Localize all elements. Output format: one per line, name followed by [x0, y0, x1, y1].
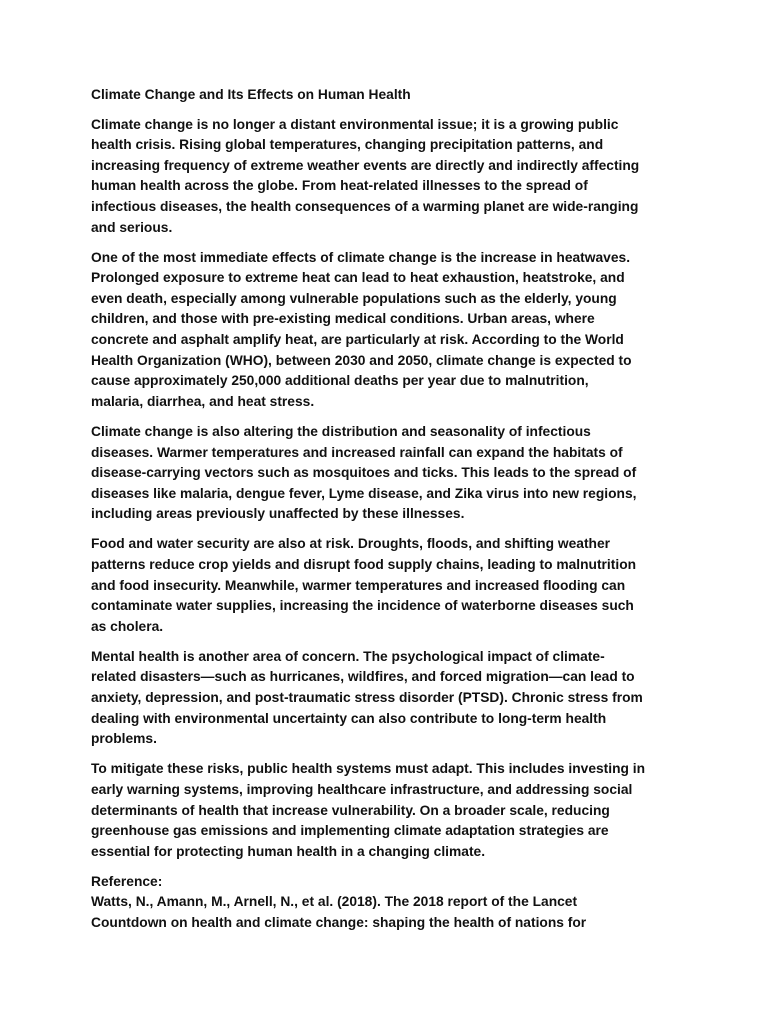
text-line: determinants of health that increase vulnerability. On a broader scale, reducing — [91, 802, 610, 818]
text-line: and serious. — [91, 219, 173, 235]
paragraph-introduction — [91, 115, 683, 239]
document-title: Climate Change and Its Effects on Human Health — [91, 87, 411, 102]
text-line: diseases. Warmer temperatures and increased rainfall can expand the habitats of — [91, 444, 623, 460]
reference-section — [91, 872, 683, 934]
text-line: greenhouse gas emissions and implementing climate adaptation strategies are — [91, 823, 609, 839]
document-body — [91, 85, 683, 934]
text-line: Climate change is no longer a distant environmental issue; it is a growing public — [91, 116, 619, 132]
text-line: Prolonged exposure to extreme heat can lead to heat exhaustion, heatstroke, and — [91, 270, 625, 286]
text-line: health crisis. Rising global temperatures, changing precipitation patterns, and — [91, 137, 604, 153]
text-line: cause approximately 250,000 additional deaths per year due to malnutrition, — [91, 373, 589, 389]
text-line: infectious diseases, the health consequences of a warming planet are wide-ranging — [91, 198, 639, 214]
reference-heading: Reference: — [91, 873, 163, 889]
text-line: and food insecurity. Meanwhile, warmer temperatures and increased flooding can — [91, 577, 626, 593]
text-line: Health Organization (WHO), between 2030 and 2050, climate change is expected to — [91, 352, 632, 368]
text-line: diseases like malaria, dengue fever, Lyme disease, and Zika virus into new regions, — [91, 485, 637, 501]
text-line: To mitigate these risks, public health systems must adapt. This includes investing in — [91, 761, 646, 777]
text-line: dealing with environmental uncertainty can also contribute to long-term health — [91, 710, 607, 726]
paragraph-mitigation — [91, 759, 683, 862]
text-line: children, and those with pre-existing medical conditions. Urban areas, where — [91, 311, 595, 327]
text-line: patterns reduce crop yields and disrupt food supply chains, leading to malnutrition — [91, 556, 637, 572]
text-line: human health across the globe. From heat-related illnesses to the spread of — [91, 178, 588, 194]
text-line: including areas previously unaffected by these illnesses. — [91, 506, 465, 522]
text-line: anxiety, depression, and post-traumatic stress disorder (PTSD). Chronic stress from — [91, 690, 643, 706]
text-line: malaria, diarrhea, and heat stress. — [91, 393, 315, 409]
text-line: Mental health is another area of concern. The psychological impact of climate- — [91, 648, 605, 664]
text-line: Climate change is also altering the distribution and seasonality of infectious — [91, 423, 591, 439]
text-line: problems. — [91, 731, 157, 747]
reference-citation-line: Countdown on health and climate change: shaping the health of nations for — [91, 914, 587, 930]
text-line: concrete and asphalt amplify heat, are particularly at risk. According to the World — [91, 332, 624, 348]
reference-citation-line: Watts, N., Amann, M., Arnell, N., et al. (2018). The 2018 report of the Lancet — [91, 894, 578, 910]
text-line: contaminate water supplies, increasing the incidence of waterborne diseases such — [91, 598, 634, 614]
text-line: even death, especially among vulnerable populations such as the elderly, young — [91, 290, 617, 306]
text-line: essential for protecting human health in a changing climate. — [91, 843, 486, 859]
paragraph-mental-health — [91, 647, 683, 750]
text-line: as cholera. — [91, 618, 164, 634]
text-line: early warning systems, improving healthcare infrastructure, and addressing social — [91, 781, 633, 797]
text-line: related disasters—such as hurricanes, wildfires, and forced migration—can lead to — [91, 669, 635, 685]
paragraph-food-water-security — [91, 534, 683, 637]
paragraph-heatwaves — [91, 248, 683, 413]
text-line: One of the most immediate effects of climate change is the increase in heatwaves. — [91, 249, 631, 265]
text-line: Food and water security are also at risk. Droughts, floods, and shifting weather — [91, 536, 611, 552]
text-line: increasing frequency of extreme weather events are directly and indirectly affecting — [91, 157, 640, 173]
text-line: disease-carrying vectors such as mosquitoes and ticks. This leads to the spread of — [91, 465, 637, 481]
paragraph-infectious-diseases — [91, 422, 683, 525]
